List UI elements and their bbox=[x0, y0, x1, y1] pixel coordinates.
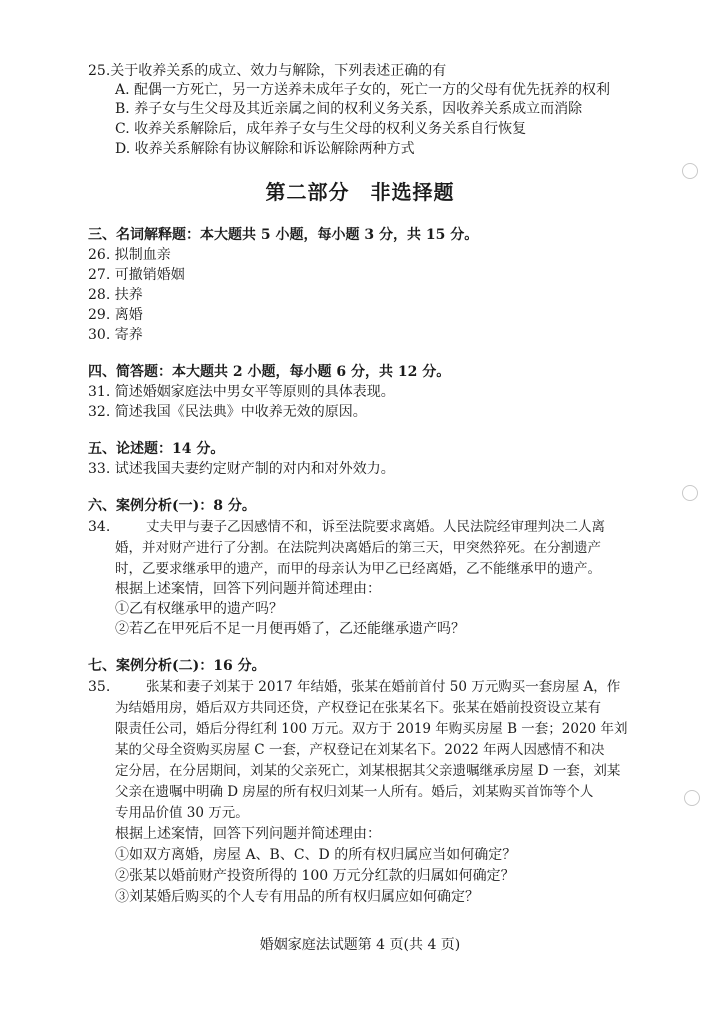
section-3-heading: 三、名词解释题：本大题共 5 小题，每小题 3 分，共 15 分。 bbox=[88, 227, 479, 243]
case-1-line: 时，乙要求继承甲的遗产，而甲的母亲认为甲乙已经离婚，乙不能继承甲的遗产。 bbox=[115, 561, 601, 577]
case-1-line: 婚，并对财产进行了分割。在法院判决离婚后的第三天，甲突然猝死。在分割遗产 bbox=[115, 540, 601, 556]
case-1-prompt: 根据上述案情，回答下列问题并简述理由： bbox=[115, 581, 381, 597]
binder-hole bbox=[682, 485, 698, 501]
case-2-line: 定分居，在分居期间，刘某的父亲死亡，刘某根据其父亲遗嘱继承房屋 D 一套，刘某 bbox=[115, 763, 621, 779]
question-33: 33. 试述我国夫妻约定财产制的对内和对外效力。 bbox=[88, 461, 395, 477]
question-35-number: 35. bbox=[88, 679, 111, 695]
case-1-question-1: ①乙有权继承甲的遗产吗？ bbox=[115, 601, 283, 617]
case-2-prompt: 根据上述案情，回答下列问题并简述理由： bbox=[115, 826, 381, 842]
question-31: 31. 简述婚姻家庭法中男女平等原则的具体表现。 bbox=[88, 384, 395, 400]
case-2-question-3: ③刘某婚后购买的个人专有用品的所有权归属应如何确定？ bbox=[115, 889, 479, 905]
question-30: 30. 寄养 bbox=[88, 327, 143, 343]
binder-hole bbox=[682, 163, 698, 179]
case-2-question-1: ①如双方离婚，房屋 A、B、C、D 的所有权归属应当如何确定？ bbox=[115, 847, 517, 863]
binder-hole bbox=[684, 790, 700, 806]
case-2-line: 专用品价值 30 万元。 bbox=[115, 805, 249, 821]
question-25-option-a: A. 配偶一方死亡，另一方送养未成年子女的，死亡一方的父母有优先抚养的权利 bbox=[115, 82, 611, 98]
question-26: 26. 拟制血亲 bbox=[88, 247, 171, 263]
case-2-question-2: ②张某以婚前财产投资所得的 100 万元分红款的归属如何确定？ bbox=[115, 868, 515, 884]
case-2-line: 某的父母全资购买房屋 C 一套，产权登记在刘某名下。2022 年两人因感情不和决 bbox=[115, 742, 605, 758]
question-27: 27. 可撤销婚姻 bbox=[88, 267, 185, 283]
question-25-option-b: B. 养子女与生父母及其近亲属之间的权利义务关系，因收养关系成立而消除 bbox=[115, 101, 583, 117]
case-1-question-2: ②若乙在甲死后不足一月便再婚了，乙还能继承遗产吗？ bbox=[115, 621, 465, 637]
section-7-heading: 七、案例分析(二)：16 分。 bbox=[88, 658, 266, 674]
section-6-heading: 六、案例分析(一)：8 分。 bbox=[88, 498, 256, 514]
case-1-line: 丈夫甲与妻子乙因感情不和，诉至法院要求离婚。人民法院经审理判决二人离 bbox=[146, 519, 605, 535]
case-2-line: 限责任公司，婚后分得红利 100 万元。双方于 2019 年购买房屋 B 一套；2020 年刘 bbox=[115, 721, 628, 737]
question-25-option-d: D. 收养关系解除有协议解除和诉讼解除两种方式 bbox=[115, 141, 415, 157]
section-4-heading: 四、简答题：本大题共 2 小题，每小题 6 分，共 12 分。 bbox=[88, 364, 451, 380]
question-29: 29. 离婚 bbox=[88, 307, 143, 323]
section-5-heading: 五、论述题：14 分。 bbox=[88, 441, 225, 457]
page-footer: 婚姻家庭法试题第 4 页(共 4 页) bbox=[259, 937, 461, 953]
question-25-option-c: C. 收养关系解除后，成年养子女与生父母的权利义务关系自行恢复 bbox=[115, 121, 527, 137]
case-2-line: 张某和妻子刘某于 2017 年结婚，张某在婚前首付 50 万元购买一套房屋 A，作 bbox=[146, 679, 621, 695]
question-34-number: 34. bbox=[88, 519, 111, 535]
case-2-line: 为结婚用房，婚后双方共同还贷，产权登记在张某名下。张某在婚前投资设立某有 bbox=[115, 700, 601, 716]
question-28: 28. 扶养 bbox=[88, 287, 143, 303]
question-32: 32. 简述我国《民法典》中收养无效的原因。 bbox=[88, 404, 367, 420]
case-2-line: 父亲在遗嘱中明确 D 房屋的所有权归刘某一人所有。婚后，刘某购买首饰等个人 bbox=[115, 784, 594, 800]
part-title: 第二部分 非选择题 bbox=[265, 180, 455, 204]
question-25-stem: 25.关于收养关系的成立、效力与解除，下列表述正确的有 bbox=[88, 63, 447, 79]
